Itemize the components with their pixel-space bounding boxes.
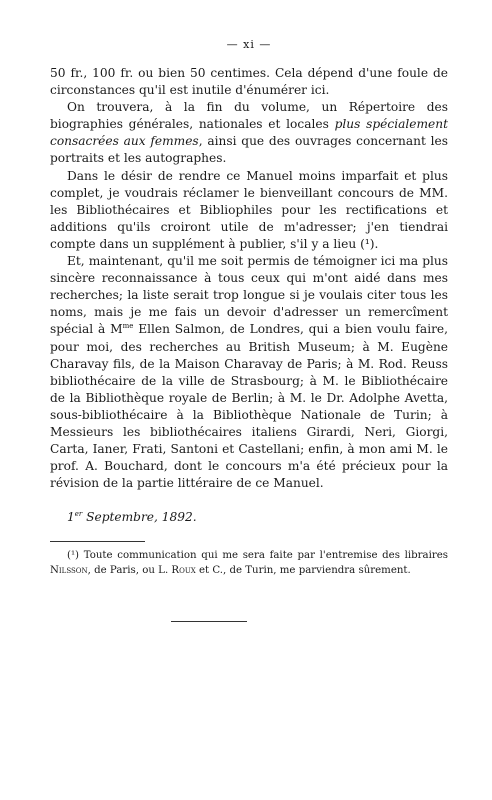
paragraph-4-start: Et, maintenant, qu'il me soit permis de témoigner ici ma plus sincère reconnaissance à tous ceux qui m'ont aidé dans mes recherches; la liste serait trop longue si je voulais citer tous les noms, mais je me fais un devoir d'adresser un remercîment spécial à M: [50, 254, 448, 337]
paragraph-4-sup: me: [122, 322, 134, 331]
date-rest: Septembre, 1892.: [82, 510, 197, 525]
footnote-marker: (¹): [67, 550, 84, 562]
footnote-name-1: Nilsson: [50, 565, 88, 577]
footnote-text-3: et C., de Turin, me parviendra sûrement.: [195, 565, 411, 577]
footnote: [50, 548, 448, 578]
footnote-text-2: , de Paris, ou L.: [87, 565, 172, 577]
signature-date: [67, 510, 448, 524]
footnote-name-2: Roux: [171, 565, 196, 577]
date-day: 1: [67, 510, 75, 525]
paragraph-2-italic: plus spécialement consacrées aux femmes: [50, 117, 449, 149]
paragraph-1: 50 fr., 100 fr. ou bien 50 centimes. Cela dépend d'une foule de circonstances qu'il est inutile d'énumérer ici.: [50, 66, 448, 98]
end-rule: [171, 621, 247, 622]
paragraph-4-end: Ellen Salmon, de Londres, qui a bien voulu faire, pour moi, des recherches au British Museum; à M. Eugène Charavay fils, de la Maison Charavay de Paris; à M. Rod. Reuss bibliothécaire de la ville de Strasbourg; à M. le Bibliothécaire de la Bibliothèque royale de Berlin; à M. le Dr. Adolphe Avetta, sous-bibliothécaire à la Bibliothèque Nationale de Turin; à Messieurs les bibliothécaires italiens Girardi, Neri, Giorgi, Carta, Ianer, Frati, Santoni et Castellani; enfin, à mon ami M. le prof. A. Bouchard, dont le concours m'a été précieux pour la révision de la partie littéraire de ce Manuel.: [50, 322, 448, 491]
paragraph-2-end: , ainsi que des ouvrages concernant les portraits et les autographes.: [50, 134, 449, 166]
footnote-text-1: Toute communication qui me sera faite par l'entremise des libraires: [83, 550, 448, 562]
document-page: [50, 38, 448, 589]
paragraph-3: Dans le désir de rendre ce Manuel moins imparfait et plus complet, je voudrais réclamer le bienveillant concours de MM. les Bibliothécaires et Bibliophiles pour les rectifications et additions qu'ils croiront utile de m'adresser; j'en tiendrai compte dans un supplément à publier, s'il y a lieu (¹).: [50, 168, 448, 251]
footnote-separator: [50, 541, 145, 542]
page-number: — xi —: [226, 38, 272, 51]
paragraph-2: [50, 99, 448, 167]
date-day-sup: er: [74, 510, 83, 519]
paragraph-2-start: On trouvera, à la fin du volume, un Répertoire des biographies générales, nationales et locales: [50, 100, 448, 132]
paragraph-4: [50, 253, 448, 492]
